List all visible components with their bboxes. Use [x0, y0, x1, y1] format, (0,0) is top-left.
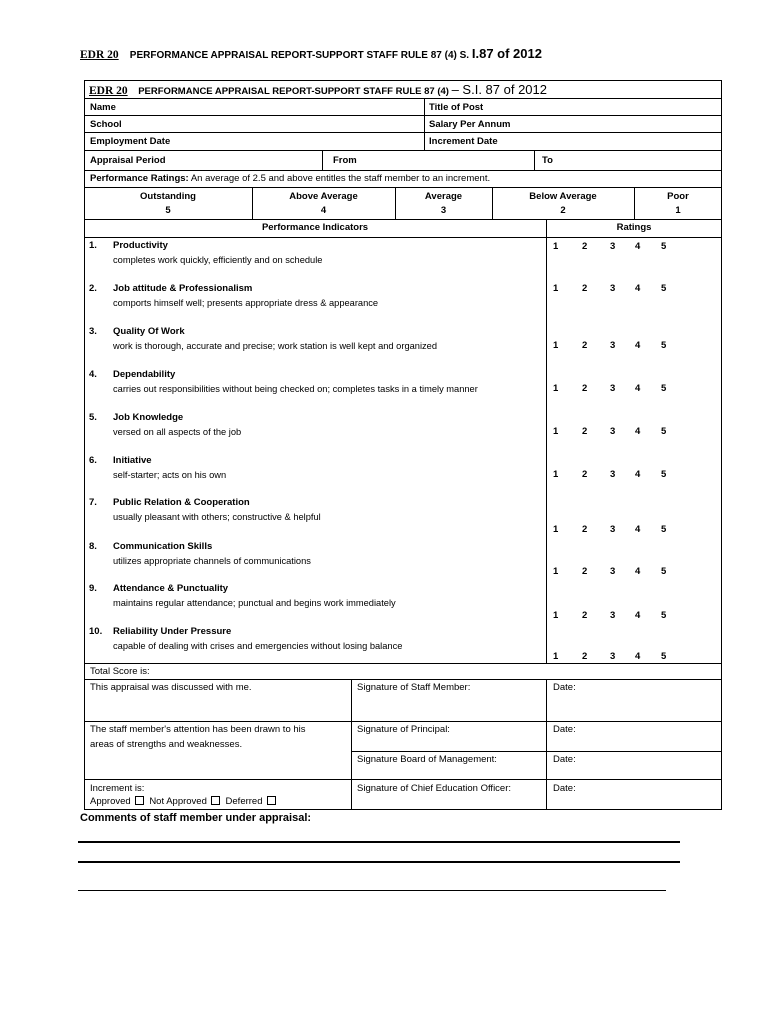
indicator-title: Productivity — [113, 240, 168, 251]
rating-option[interactable]: 2 — [582, 651, 588, 662]
rating-option[interactable]: 3 — [610, 651, 616, 662]
date-label: Date: — [553, 724, 576, 735]
rating-option[interactable]: 4 — [635, 469, 641, 480]
deferred-label: Deferred — [225, 796, 263, 807]
approved-label: Approved — [90, 796, 131, 807]
scale-value: 3 — [440, 205, 447, 216]
school-label: School — [90, 119, 122, 130]
rating-option[interactable]: 4 — [635, 524, 641, 535]
salary-label: Salary Per Annum — [429, 119, 511, 130]
scale-label: Outstanding — [140, 191, 196, 202]
indicator-description: self-starter; acts on his own — [113, 470, 227, 480]
box-header — [89, 84, 547, 97]
indicator-description: work is thorough, accurate and precise; work station is well kept and organized — [113, 341, 438, 351]
performance-ratings-note — [90, 173, 490, 184]
indicator-number: 2. — [89, 283, 97, 294]
discussed-statement: This appraisal was discussed with me. — [90, 682, 252, 693]
rating-option[interactable]: 3 — [610, 610, 616, 621]
rating-option[interactable]: 1 — [553, 566, 559, 577]
rating-option[interactable]: 2 — [582, 283, 588, 294]
deferred-checkbox[interactable] — [267, 796, 276, 805]
rating-option[interactable]: 1 — [553, 426, 559, 437]
rating-option[interactable]: 1 — [553, 524, 559, 535]
approved-checkbox[interactable] — [135, 796, 144, 805]
indicator-title: Reliability Under Pressure — [113, 626, 232, 637]
indicator-title: Job Knowledge — [113, 412, 184, 423]
indicator-description: carries out responsibilities without being checked on; completes tasks in a timely manner — [113, 384, 478, 394]
page-header — [80, 46, 542, 61]
to-label: To — [542, 155, 553, 166]
indicator-number: 6. — [89, 455, 97, 466]
indicator-number: 4. — [89, 369, 97, 380]
scale-label: Average — [424, 191, 463, 202]
scale-label: Poor — [667, 191, 689, 202]
indicator-number: 10. — [89, 626, 103, 637]
indicator-title: Public Relation & Cooperation — [113, 497, 250, 508]
performance-indicators-header: Performance Indicators — [261, 222, 369, 233]
rating-option[interactable]: 3 — [610, 469, 616, 480]
indicator-title: Dependability — [113, 369, 176, 380]
rating-option[interactable]: 5 — [661, 241, 667, 252]
indicator-description: capable of dealing with crises and emergencies without losing balance — [113, 641, 403, 651]
comment-line[interactable] — [78, 841, 680, 843]
box-form-code: EDR 20 — [89, 85, 128, 97]
rating-option[interactable]: 1 — [553, 241, 559, 252]
rating-option[interactable]: 4 — [635, 383, 641, 394]
rating-option[interactable]: 3 — [610, 340, 616, 351]
employment-date-label: Employment Date — [90, 136, 171, 147]
indicator-number: 3. — [89, 326, 97, 337]
rating-option[interactable]: 2 — [582, 469, 588, 480]
indicator-title: Attendance & Punctuality — [113, 583, 229, 594]
rating-option[interactable]: 5 — [661, 610, 667, 621]
date-label: Date: — [553, 783, 576, 794]
scale-poor — [634, 191, 722, 216]
rating-option[interactable]: 1 — [553, 383, 559, 394]
indicator-number: 1. — [89, 240, 97, 251]
rating-option[interactable]: 4 — [635, 426, 641, 437]
indicator-number: 8. — [89, 541, 97, 552]
rating-option[interactable]: 1 — [553, 651, 559, 662]
indicator-title: Communication Skills — [113, 541, 213, 552]
scale-value: 1 — [675, 205, 681, 216]
form-code: EDR 20 — [80, 49, 119, 61]
increment-is-label: Increment is: — [90, 783, 145, 794]
increment-options — [90, 796, 279, 807]
comment-line[interactable] — [78, 890, 666, 891]
date-label: Date: — [553, 682, 576, 693]
ratings-header: Ratings — [616, 222, 652, 233]
indicator-description: comports himself well; presents appropriate dress & appearance — [113, 298, 379, 308]
rating-option[interactable]: 4 — [635, 241, 641, 252]
name-label: Name — [90, 102, 116, 113]
rating-option[interactable]: 5 — [661, 340, 667, 351]
box-form-title: PERFORMANCE APPRAISAL REPORT-SUPPORT STAFF RULE 87 (4) — [138, 86, 449, 97]
scale-label: Above Average — [289, 191, 358, 202]
date-label: Date: — [553, 754, 576, 765]
box-regulation-number: – S.I. 87 of 2012 — [451, 82, 547, 97]
indicator-description: usually pleasant with others; constructive & helpful — [113, 512, 321, 522]
indicator-number: 5. — [89, 412, 97, 423]
sig-ceo-label: Signature of Chief Education Officer: — [357, 783, 512, 794]
rating-option[interactable]: 3 — [610, 426, 616, 437]
rating-option[interactable]: 3 — [610, 241, 616, 252]
rating-option[interactable]: 4 — [635, 610, 641, 621]
scale-outstanding — [84, 191, 252, 216]
scale-value: 5 — [165, 205, 171, 216]
increment-date-label: Increment Date — [429, 136, 498, 147]
form-title: PERFORMANCE APPRAISAL REPORT-SUPPORT STAFF RULE 87 (4) S. — [129, 50, 470, 61]
indicator-number: 9. — [89, 583, 97, 594]
scale-average — [395, 191, 492, 216]
indicator-number: 7. — [89, 497, 97, 508]
rating-option[interactable]: 1 — [553, 340, 559, 351]
ratings-note-label: Performance Ratings: — [90, 173, 189, 184]
scale-above-average — [252, 191, 395, 216]
rating-option[interactable]: 4 — [635, 340, 641, 351]
scale-value: 4 — [320, 205, 327, 216]
attention-statement-2: areas of strengths and weaknesses. — [90, 739, 243, 750]
comment-line[interactable] — [78, 861, 680, 863]
scale-value: 2 — [560, 205, 566, 216]
rating-option[interactable]: 3 — [610, 283, 616, 294]
rating-option[interactable]: 2 — [582, 383, 588, 394]
rating-option[interactable]: 5 — [661, 283, 667, 294]
not-approved-checkbox[interactable] — [211, 796, 220, 805]
from-label: From — [333, 155, 357, 166]
comments-label: Comments of staff member under appraisal: — [80, 812, 312, 824]
rating-option[interactable]: 2 — [582, 426, 588, 437]
rating-option[interactable]: 3 — [610, 383, 616, 394]
rating-option[interactable]: 5 — [661, 651, 667, 662]
scale-below-average — [492, 191, 634, 216]
rating-option[interactable]: 4 — [635, 566, 641, 577]
indicator-title: Quality Of Work — [113, 326, 185, 337]
rating-option[interactable]: 2 — [582, 524, 588, 535]
appraisal-period-label: Appraisal Period — [90, 155, 166, 166]
sig-board-label: Signature Board of Management: — [357, 754, 497, 765]
rating-option[interactable]: 2 — [582, 610, 588, 621]
rating-option[interactable]: 5 — [661, 566, 667, 577]
indicator-description: maintains regular attendance; punctual and begins work immediately — [113, 598, 396, 608]
rating-option[interactable]: 3 — [610, 524, 616, 535]
rating-option[interactable]: 5 — [661, 524, 667, 535]
rating-option[interactable]: 2 — [582, 340, 588, 351]
attention-statement-1: The staff member's attention has been drawn to his — [90, 724, 306, 735]
ratings-note-text: An average of 2.5 and above entitles the staff member to an increment. — [188, 173, 491, 184]
rating-option[interactable]: 2 — [582, 241, 588, 252]
title-of-post-label: Title of Post — [429, 102, 484, 113]
rating-option[interactable]: 1 — [553, 610, 559, 621]
rating-option[interactable]: 3 — [610, 566, 616, 577]
scale-label: Below Average — [529, 191, 597, 202]
rating-option[interactable]: 5 — [661, 426, 667, 437]
rating-option[interactable]: 5 — [661, 469, 667, 480]
indicator-description: versed on all aspects of the job — [113, 427, 242, 437]
total-score-label: Total Score is: — [90, 666, 150, 677]
indicator-description: completes work quickly, efficiently and on schedule — [113, 255, 323, 265]
regulation-number: I.87 of 2012 — [471, 46, 542, 61]
sig-staff-label: Signature of Staff Member: — [357, 682, 471, 693]
indicator-title: Job attitude & Professionalism — [113, 283, 253, 294]
rating-option[interactable]: 4 — [635, 651, 641, 662]
indicator-description: utilizes appropriate channels of communications — [113, 556, 311, 566]
rating-option[interactable]: 2 — [582, 566, 588, 577]
indicator-title: Initiative — [113, 455, 152, 466]
sig-principal-label: Signature of Principal: — [357, 724, 450, 735]
rating-option[interactable]: 1 — [553, 469, 559, 480]
appraisal-form-table — [84, 80, 722, 810]
rating-option[interactable]: 1 — [553, 283, 559, 294]
rating-option[interactable]: 4 — [635, 283, 641, 294]
rating-option[interactable]: 5 — [661, 383, 667, 394]
not-approved-label: Not Approved — [149, 796, 207, 807]
